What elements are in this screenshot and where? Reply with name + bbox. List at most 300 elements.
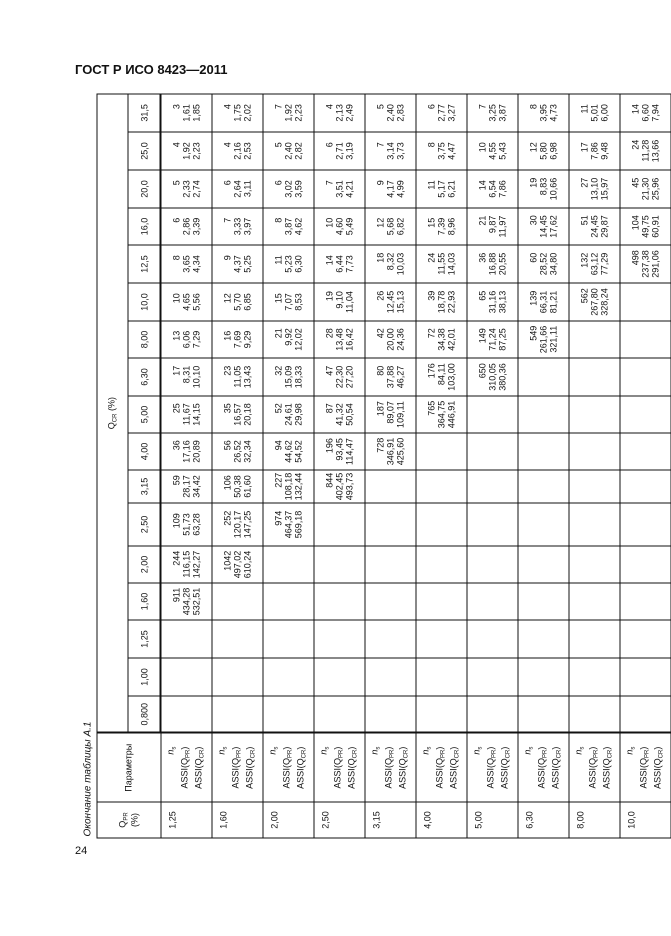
assi-cr-value: 2,49 [344,104,354,122]
assi-cr-value: 6,30 [293,255,303,273]
assi-pr-value: 1,61 [181,104,192,122]
empty-cell [620,503,671,546]
ns-sub: s [630,746,636,750]
assi-pr-value: 11,05 [232,365,242,388]
empty-cell [518,503,569,546]
empty-cell [416,658,467,696]
assi-pr-value: 237,38 [640,250,650,278]
assi-pr-value: 15,09 [283,365,293,389]
params-cell [263,733,314,802]
assi-cr-value: 20,89 [191,440,202,463]
assi-cr-value: 5,49 [344,217,354,236]
assi-cr-value: 2,23 [293,104,303,122]
assi-pr-value: 434,28 [181,587,192,616]
empty-cell [314,658,365,696]
assi-pr-sub: PR [389,749,395,758]
assi-cr-label: ASSI(Q [397,758,407,789]
params-cell [467,733,518,802]
data-cell [518,283,569,321]
assi-cr-close: ) [295,746,305,750]
data-cell [365,170,416,208]
assi-pr-sub: PR [542,749,548,758]
assi-pr-value: 28,17 [181,475,192,498]
assi-cr-value: 38,13 [497,290,507,314]
assi-cr-value: 11,97 [497,215,507,238]
assi-cr-value: 6,85 [242,293,252,311]
data-cell [161,433,212,470]
empty-cell [365,658,416,696]
ns-value: 4 [222,142,232,148]
ns-sub: s [171,746,177,750]
assi-pr-value: 1,92 [181,142,192,160]
assi-pr-value: 116,15 [181,550,192,578]
assi-pr-value: 20,00 [385,328,395,351]
data-cell [416,208,467,245]
data-cell [416,321,467,358]
data-cell [467,170,518,208]
ns-sub: s [477,746,483,750]
ns-value: 14 [630,104,640,115]
assi-pr-value: 267,80 [589,288,599,316]
data-cell [212,94,263,132]
assi-pr-value: 9,92 [283,328,293,346]
assi-pr-value: 402,45 [334,472,344,501]
cell-values [222,511,252,539]
assi-pr-label: ASSI(Q [536,758,546,789]
column-header-qcr: 1,25 [128,620,161,658]
assi-cr-value: 610,24 [242,550,252,579]
data-cell [314,94,365,132]
qpr-value: 4,00 [416,802,467,838]
ns-value: 15 [426,217,436,228]
ns-value: 562 [579,288,589,304]
assi-cr-value: 3,19 [344,142,354,160]
cell-values [375,328,405,351]
ns-value: 104 [630,215,640,231]
data-cell [314,132,365,170]
assi-pr-close: ) [230,746,240,750]
data-cell [416,94,467,132]
assi-pr-value: 22,30 [334,365,344,389]
cell-values [171,255,201,273]
data-cell [467,283,518,321]
empty-cell [365,620,416,658]
assi-cr-value: 14,15 [191,403,202,426]
ns-value: 12 [528,142,538,153]
table-caption: Окончание таблицы А.1 [82,721,94,837]
ns-value: 196 [324,438,334,454]
ns-value: 1042 [222,550,232,571]
assi-cr-close: ) [448,746,458,750]
assi-cr-value: 321,11 [548,325,558,353]
ns-value: 6 [171,217,182,223]
cell-values [171,513,201,536]
assi-pr-value: 2,86 [181,217,192,236]
assi-cr-value: 4,73 [548,104,558,122]
cell-values [324,328,354,351]
data-cell [365,208,416,245]
cell-values [528,104,558,122]
cell-values [477,180,507,198]
empty-cell [416,583,467,620]
ns-value: 844 [324,472,334,488]
data-cell [620,132,671,170]
assi-pr-value: 2,71 [334,142,344,160]
assi-cr-close: ) [193,746,203,750]
data-cell [314,358,365,396]
empty-cell [518,696,569,733]
table-row [314,94,365,838]
ns-value: 132 [579,252,589,268]
assi-pr-close: ) [383,746,393,750]
ns-label: n [522,749,532,755]
params-cell [212,733,263,802]
cell-values [171,293,201,311]
ns-value: 60 [528,252,538,263]
assi-pr-value: 3,33 [232,217,242,236]
data-cell [161,321,212,358]
assi-cr-value: 15,97 [599,177,609,201]
assi-cr-value: 147,25 [242,510,252,539]
empty-cell [620,433,671,470]
ns-value: 36 [477,252,487,263]
data-cell [161,170,212,208]
cell-values [426,104,456,122]
ns-value: 14 [324,255,334,266]
ns-value: 4 [324,104,334,110]
assi-cr-value: 291,06 [650,250,660,278]
assi-cr-value: 103,00 [446,363,456,391]
assi-cr-value: 3,11 [242,180,252,198]
data-cell [416,396,467,433]
cell-values [426,142,456,160]
empty-cell [212,696,263,733]
empty-cell [161,658,212,696]
table-row [263,94,314,838]
cell-values [528,178,558,201]
ns-value: 227 [273,472,283,488]
cell-values [579,288,609,316]
assi-cr-value: 7,94 [650,104,660,122]
assi-pr-value: 93,45 [334,438,344,461]
data-cell [212,396,263,433]
data-cell [314,245,365,283]
assi-pr-value: 4,60 [334,217,344,236]
cell-values [324,473,354,501]
params-cell [620,733,671,802]
data-cell [212,546,263,583]
assi-cr-value: 9,29 [242,330,252,349]
cell-values [171,366,201,389]
assi-cr-sub: CR [556,749,562,759]
data-cell [467,94,518,132]
ns-value: 8 [426,142,436,148]
assi-cr-value: 60,91 [650,215,660,238]
ns-value: 94 [273,440,283,451]
cell-values [324,104,354,122]
empty-cell [518,620,569,658]
data-cell [263,470,314,503]
assi-pr-value: 51,73 [181,513,192,536]
column-header-qcr: 8,00 [128,321,161,358]
data-cell [263,433,314,470]
cell-values [375,104,405,122]
ns-value: 24 [426,252,436,263]
cell-values [273,403,303,426]
assi-cr-value: 10,03 [395,252,405,276]
ns-value: 56 [222,440,232,451]
assi-pr-value: 34,38 [436,328,446,351]
data-cell [314,321,365,358]
assi-pr-label: ASSI(Q [587,758,597,789]
column-header-qcr: 4,00 [128,433,161,470]
assi-pr-value: 6,44 [334,255,344,273]
empty-cell [518,358,569,396]
ns-value: 10 [324,217,334,228]
empty-cell [467,658,518,696]
cell-values [426,291,456,314]
ns-sub: s [222,746,228,750]
assi-pr-sub: PR [338,749,344,758]
empty-cell [212,583,263,620]
assi-pr-label: ASSI(Q [434,758,444,789]
empty-cell [518,396,569,433]
ns-value: 45 [630,177,640,188]
empty-cell [365,503,416,546]
assi-cr-value: 8,53 [293,293,303,311]
params-cell [518,733,569,802]
empty-cell [467,433,518,470]
ns-value: 25 [171,403,182,414]
cell-values [630,178,660,201]
empty-cell [263,546,314,583]
assi-pr-close: ) [281,746,291,750]
ns-value: 47 [324,365,334,376]
assi-pr-value: 2,13 [334,104,344,122]
assi-pr-value: 5,01 [589,104,599,122]
cell-values [579,142,609,160]
ns-value: 18 [375,252,385,263]
assi-cr-value: 3,73 [395,142,405,160]
data-cell [467,245,518,283]
column-header-qcr: 25,0 [128,132,161,170]
empty-cell [518,546,569,583]
data-cell [212,245,263,283]
cell-values [630,215,660,238]
assi-cr-value: 532,51 [191,587,202,616]
cell-values [222,180,252,198]
assi-cr-value: 63,28 [191,513,202,536]
table-row [467,94,518,838]
ns-value: 36 [171,440,182,451]
cell-values [375,366,405,389]
empty-cell [569,470,620,503]
table-row [569,94,620,838]
assi-pr-value: 12,45 [385,290,395,314]
data-cell [365,358,416,396]
assi-cr-value: 2,23 [191,142,202,160]
data-cell [263,245,314,283]
cell-values [630,250,660,278]
data-cell [161,396,212,433]
assi-pr-value: 8,83 [538,177,548,196]
ns-value: 87 [324,403,334,414]
assi-pr-value: 37,88 [385,365,395,389]
data-cell [569,132,620,170]
cell-values [477,216,507,238]
ns-value: 21 [477,215,487,226]
assi-pr-value: 44,62 [283,440,293,463]
table-row [161,94,212,838]
assi-cr-value: 328,24 [599,288,609,316]
data-cell [161,358,212,396]
assi-pr-value: 364,75 [436,400,446,429]
qcr-header-sub: CR [112,413,119,423]
assi-cr-value: 5,25 [242,255,252,273]
cell-values [324,218,354,236]
assi-pr-close: ) [587,746,597,750]
assi-pr-value: 108,18 [283,472,293,501]
assi-cr-value: 6,00 [599,104,609,122]
cell-values [222,142,252,160]
cell-values [171,440,201,463]
assi-pr-value: 2,33 [181,180,192,198]
ns-value: 7 [324,180,334,186]
data-cell [365,132,416,170]
data-cell [161,583,212,620]
empty-cell [365,546,416,583]
params-labels [165,747,207,789]
document-title: ГОСТ Р ИСО 8423—2011 [75,62,228,77]
assi-pr-value: 66,31 [538,290,548,314]
ns-value: 7 [477,104,487,110]
empty-cell [365,583,416,620]
data-cell [416,245,467,283]
data-cell [212,358,263,396]
cell-values [324,366,354,389]
qcr-header-q: Q [106,422,117,430]
assi-pr-value: 8,31 [181,365,192,384]
assi-cr-value: 87,25 [497,328,507,351]
empty-cell [620,658,671,696]
assi-cr-value: 10,10 [191,365,202,389]
assi-cr-value: 3,97 [242,217,252,236]
column-header-qcr: 0,800 [128,696,161,733]
cell-values [375,438,405,466]
assi-cr-value: 2,74 [191,180,202,198]
assi-pr-value: 4,37 [232,255,242,273]
ns-value: 4 [222,104,232,110]
assi-cr-value: 61,60 [242,475,252,498]
ns-value: 109 [171,513,182,529]
cell-values [171,218,201,236]
assi-pr-sub: PR [287,749,293,758]
assi-pr-value: 7,86 [589,142,599,160]
assi-cr-value: 8,96 [446,217,456,236]
assi-pr-value: 310,05 [487,363,497,391]
assi-pr-value: 1,92 [283,104,293,122]
data-cell [263,396,314,433]
assi-cr-sub: CR [250,749,256,759]
qpr-value: 1,25 [161,802,212,838]
empty-cell [467,503,518,546]
data-cell [365,396,416,433]
ns-value: 9 [375,180,385,186]
ns-value: 911 [171,587,182,603]
assi-pr-value: 346,91 [385,437,395,466]
assi-cr-value: 81,21 [548,290,558,314]
ns-sub: s [426,746,432,750]
assi-cr-value: 2,53 [242,142,252,160]
assi-pr-value: 6,54 [487,180,497,198]
cell-values [324,291,354,313]
qpr-value: 10,0 [620,802,671,838]
data-cell [161,208,212,245]
qcr-header-unit: (%) [106,397,117,414]
empty-cell [467,396,518,433]
assi-pr-value: 1,75 [232,104,242,122]
empty-cell [569,433,620,470]
qpr-value: 2,00 [263,802,314,838]
assi-cr-sub: CR [505,749,511,759]
empty-cell [416,470,467,503]
ns-value: 12 [375,217,385,228]
ns-value: 24 [630,139,640,150]
assi-pr-value: 5,17 [436,180,446,198]
assi-pr-value: 9,10 [334,291,344,309]
cell-values [222,331,252,349]
ns-value: 10 [171,293,182,304]
ns-value: 8 [273,217,283,223]
ns-value: 176 [426,363,436,379]
data-cell [365,321,416,358]
ns-value: 14 [477,180,487,191]
rotated-table-container [82,96,664,839]
assi-cr-value: 132,44 [293,472,303,501]
data-cell [416,358,467,396]
ns-value: 27 [579,177,589,188]
assi-cr-value: 6,82 [395,217,405,236]
ns-value: 244 [171,550,182,566]
assi-pr-value: 5,80 [538,142,548,160]
params-labels [216,747,258,789]
ns-value: 5 [273,142,283,148]
cell-values [528,142,558,160]
empty-cell [620,696,671,733]
assi-pr-value: 49,75 [640,215,650,238]
qpr-value: 5,00 [467,802,518,838]
qpr-value: 6,30 [518,802,569,838]
ns-value: 7 [375,142,385,148]
cell-values [222,403,252,426]
empty-cell [314,503,365,546]
empty-cell [518,583,569,620]
assi-cr-value: 109,11 [395,401,405,428]
assi-pr-value: 71,24 [487,328,497,351]
assi-pr-value: 24,61 [283,403,293,426]
empty-cell [518,658,569,696]
assi-pr-value: 8,32 [385,252,395,271]
cell-values [222,255,252,273]
empty-cell [314,696,365,733]
data-cell [416,132,467,170]
assi-cr-close: ) [397,746,407,750]
data-cell [314,208,365,245]
assi-cr-value: 15,13 [395,290,405,314]
data-cell [161,94,212,132]
assi-pr-value: 41,32 [334,403,344,426]
cell-values [222,475,252,498]
